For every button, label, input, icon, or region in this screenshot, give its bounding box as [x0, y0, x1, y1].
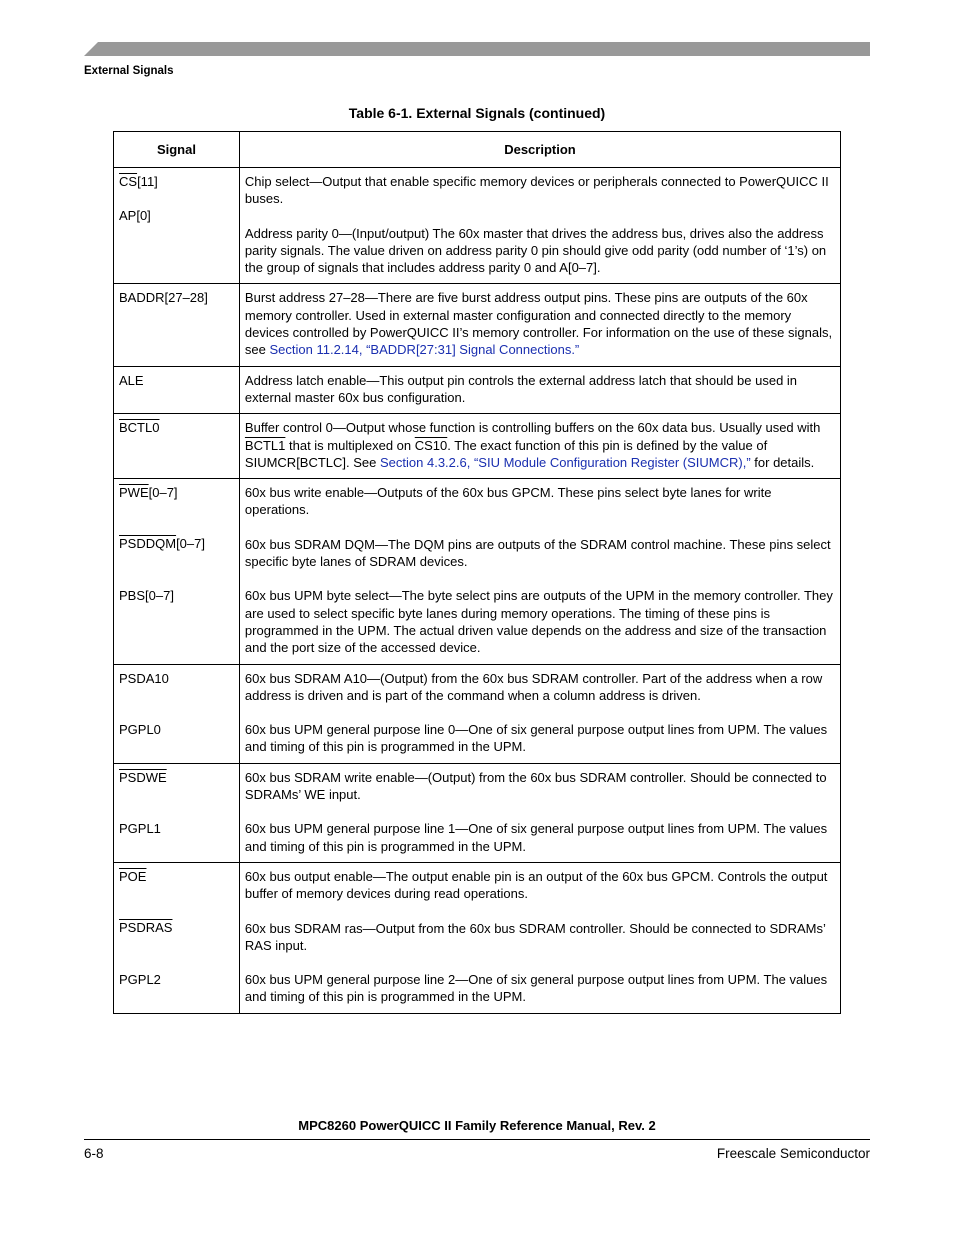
signal-name: ALE	[119, 372, 144, 388]
table-row	[114, 168, 841, 284]
column-header-signal: Signal	[114, 132, 240, 168]
page-number: 6-8	[84, 1146, 104, 1161]
description-text: Chip select—Output that enable specific memory devices or peripherals connected to PowerQUICC II buses.	[244, 174, 829, 207]
description-text: 60x bus UPM byte select—The byte select pins are outputs of the UPM in the memory controller. They are used to select specific byte lanes during memory operations. The timing of these pins is programmed in the UPM. The actual driven value depends on the address and size of the transaction and the port size of the accessed device.	[244, 588, 833, 656]
description-text: 60x bus UPM general purpose line 0—One of six general purpose output lines from UPM. The values and timing of this pin is programmed in the UPM.	[244, 722, 828, 755]
section-label: External Signals	[84, 65, 174, 77]
description-cell	[239, 763, 840, 862]
signal-name: PSDA10	[119, 670, 169, 686]
description-cell	[239, 664, 840, 763]
description-cell	[239, 168, 840, 284]
signal-name: $\overline{PWE}[0-7]$	[119, 485, 178, 501]
description-text: Address parity 0—(Input/output) The 60x master that drives the address bus, drives also the address parity signals. The value driven on address parity 0 pin should give odd parity (odd number of ‘1’s) on the group of signals that includes address parity 0 and A[0–7].	[244, 225, 827, 276]
table-row	[114, 414, 841, 479]
description-text: Buffer control 0—Output whose function is controlling buffers on the 60x data bus. Usually used with BCTL1 that is multiplexed on CS10. The exact function of this pin is defined by the value of SIUMCR[BCTLC]. See Section 4.3.2.6, “SIU Module Configuration Register (SIUMCR),” for details.	[244, 420, 821, 470]
description-text: 60x bus SDRAM DQM—The DQM pins are outputs of the SDRAM control machine. These pins select specific byte lanes of SDRAM devices.	[244, 536, 831, 570]
description-text: 60x bus SDRAM ras—Output from the 60x bus SDRAM controller. Should be connected to SDRAMs’ RAS input.	[244, 920, 826, 953]
signal-name: PGPL1	[119, 821, 161, 837]
signal-name: PSDRAS	[119, 920, 173, 936]
description-text: 60x bus write enable—Outputs of the 60x bus GPCM. These pins select byte lanes for write operations.	[244, 485, 772, 518]
column-header-description: Description	[239, 132, 840, 168]
table-title: Table 6-1. External Signals (continued)	[348, 105, 606, 121]
signal-name: PGPL2	[119, 971, 161, 987]
signal-name: BCTL0	[119, 420, 160, 436]
publisher-name: Freescale Semiconductor	[716, 1146, 870, 1161]
signal-cell	[114, 366, 240, 414]
signal-name: $\overline{POE}$	[119, 868, 147, 884]
signal-name: PBS[0–7]	[119, 587, 174, 603]
signal-cell	[114, 664, 240, 763]
description-text: Address latch enable—This output pin controls the external address latch that should be used in external master 60x bus configuration.	[244, 372, 798, 405]
signal-name: $\overline{CS}[11]$	[119, 174, 158, 189]
table-row	[114, 284, 841, 366]
footer-manual-title: MPC8260 PowerQUICC II Family Reference Manual, Rev. 2	[298, 1118, 656, 1133]
signal-cell	[114, 763, 240, 862]
table-header-row	[114, 132, 841, 168]
table-row	[114, 862, 841, 1013]
description-cell	[239, 284, 840, 366]
signal-cell	[114, 862, 240, 1013]
description-cell	[239, 479, 840, 664]
signal-name: PSDWE	[119, 769, 167, 785]
signal-name: PGPL0	[119, 721, 161, 737]
signal-cell	[114, 168, 240, 284]
signal-name: BADDR[27–28]	[119, 290, 208, 306]
description-cell	[239, 862, 840, 1013]
signal-cell	[114, 479, 240, 664]
table-row	[114, 366, 841, 414]
description-text: 60x bus UPM general purpose line 2—One of six general purpose output lines from UPM. The values and timing of this pin is programmed in the UPM.	[244, 972, 828, 1005]
signals-table	[113, 131, 841, 1014]
signal-name: AP[0]	[119, 208, 151, 224]
description-text: 60x bus SDRAM A10—(Output) from the 60x bus SDRAM controller. Part of the address when a row address is driven and is part of the command when a column address is driven.	[244, 670, 823, 703]
signal-cell	[114, 284, 240, 366]
cross-reference-link[interactable]: Section 4.3.2.6, “SIU Module Configuration Register (SIUMCR),”	[380, 454, 751, 470]
description-text: 60x bus output enable—The output enable pin is an output of the 60x bus GPCM. Controls the output buffer of memory devices during read operations.	[244, 868, 828, 902]
description-cell	[239, 366, 840, 414]
footer-divider	[84, 1139, 870, 1140]
description-text: 60x bus SDRAM write enable—(Output) from the 60x bus SDRAM controller. Should be connected to SDRAMs’ WE input.	[244, 769, 827, 803]
description-text: 60x bus UPM general purpose line 1—One of six general purpose output lines from UPM. The values and timing of this pin is programmed in the UPM.	[244, 821, 828, 854]
signal-cell	[114, 414, 240, 479]
table-row	[114, 664, 841, 763]
signal-name: PSDDQM[0–7]	[119, 536, 205, 552]
description-cell	[239, 414, 840, 479]
cross-reference-link[interactable]: Section 11.2.14, “BADDR[27:31] Signal Connections.”	[269, 342, 580, 358]
description-text: Burst address 27–28—There are five burst address output pins. These pins are outputs of the 60x memory controller. Used in external master configuration and connected directly to the memory devices controlled by PowerQUICC II’s memory controller. For information on the use of these signals, see Section 11.2.14, “BADDR[27:31] Signal Connections.”	[244, 290, 833, 358]
header-bar	[84, 42, 870, 56]
table-row	[114, 763, 841, 862]
table-row	[114, 479, 841, 664]
